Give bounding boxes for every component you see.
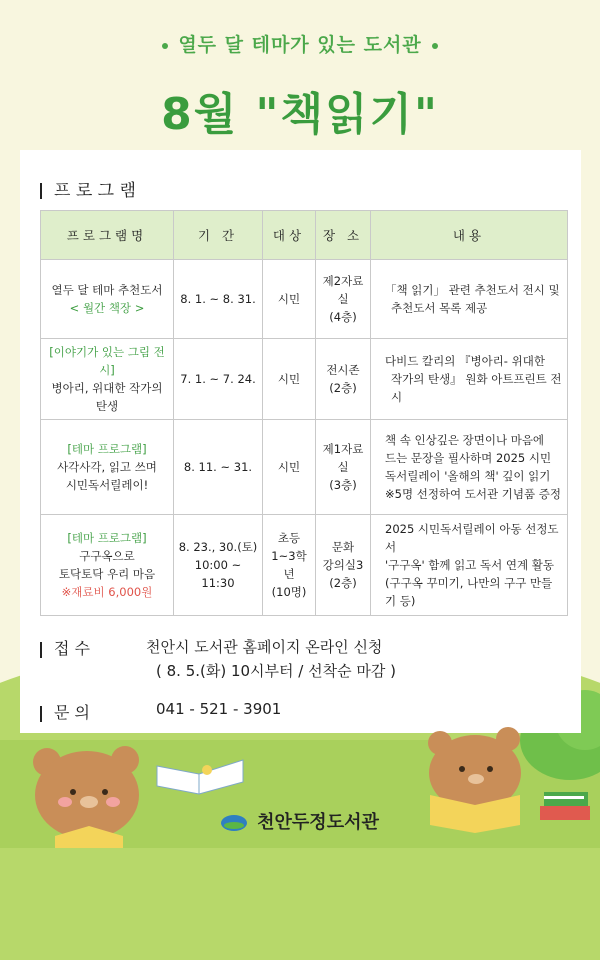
library-name: 천안두정도서관 (257, 812, 379, 833)
bar-icon (40, 706, 42, 722)
cell-target: 시민 (263, 339, 316, 420)
cell-target: 시민 (263, 260, 316, 339)
cell-place: 제2자료실 (4층) (316, 260, 371, 339)
col-header-target: 대상 (263, 211, 316, 260)
table-row (41, 515, 568, 616)
cell-name: [테마 프로그램] 구구옥으로 토닥토닥 우리 마음 ※재료비 6,000원 (41, 515, 174, 616)
cell-target: 초등 1~3학년 (10명) (263, 515, 316, 616)
cell-period: 8. 23., 30.(토) 10:00 ~ 11:30 (174, 515, 263, 616)
reception-line1: 천안시 도서관 홈페이지 온라인 신청 (146, 638, 383, 656)
cell-place: 문화 강의실3 (2층) (316, 515, 371, 616)
cell-content: 「책 읽기」 관련 추천도서 전시 및 추천도서 목록 제공 (371, 260, 568, 339)
cell-period: 7. 1. ~ 7. 24. (174, 339, 263, 420)
program-card (20, 150, 581, 733)
cell-period: 8. 11. ~ 31. (174, 420, 263, 515)
table-row (41, 260, 568, 339)
reception-line2: ( 8. 5.(화) 10시부터 / 선착순 마감 ) (156, 662, 396, 680)
poster-title: 8월 "책읽기" (161, 89, 439, 140)
col-header-period: 기 간 (174, 211, 263, 260)
dot-icon (432, 43, 438, 49)
table-header-row (41, 211, 568, 260)
table-row (41, 339, 568, 420)
cell-target: 시민 (263, 420, 316, 515)
dot-icon (162, 43, 168, 49)
cell-content: 다비드 칼리의 『병아리- 위대한 작가의 탄생』 원화 아트프린트 전시 (371, 339, 568, 420)
inquiry-label: 문 의 (40, 700, 90, 723)
cell-content: 책 속 인상깊은 장면이나 마음에 드는 문장을 필사하며 2025 시민 독서릴레이 '올해의 책' 깊이 읽기 ※5명 선정하여 도서관 기념품 증정 (371, 420, 568, 515)
bar-icon (40, 642, 42, 658)
cell-place: 전시존 (2층) (316, 339, 371, 420)
col-header-place: 장 소 (316, 211, 371, 260)
cell-place: 제1자료실 (3층) (316, 420, 371, 515)
col-header-content: 내용 (371, 211, 568, 260)
inquiry-phone: 041 - 521 - 3901 (156, 700, 282, 718)
library-footer (0, 808, 600, 834)
cell-name: 열두 달 테마 추천도서 < 월간 책장 > (41, 260, 174, 339)
cell-period: 8. 1. ~ 8. 31. (174, 260, 263, 339)
poster-subtitle: 열두 달 테마가 있는 도서관 (0, 30, 600, 57)
cell-name: [이야기가 있는 그림 전시] 병아리, 위대한 작가의 탄생 (41, 339, 174, 420)
cell-name: [테마 프로그램] 사각사각, 읽고 쓰며 시민독서릴레이! (41, 420, 174, 515)
table-row (41, 420, 568, 515)
book-illustration (155, 752, 245, 796)
bar-icon (40, 183, 42, 199)
reception-label: 접 수 (40, 636, 90, 659)
program-section-label: 프 로 그 램 (40, 176, 136, 201)
cell-content: 2025 시민독서릴레이 아동 선정도서 '구구옥' 함께 읽고 독서 연계 활동 (구구옥 꾸미기, 나만의 구구 만들기 등) (371, 515, 568, 616)
program-table (40, 210, 568, 616)
col-header-name: 프로그램명 (41, 211, 174, 260)
library-logo-icon (221, 815, 247, 831)
